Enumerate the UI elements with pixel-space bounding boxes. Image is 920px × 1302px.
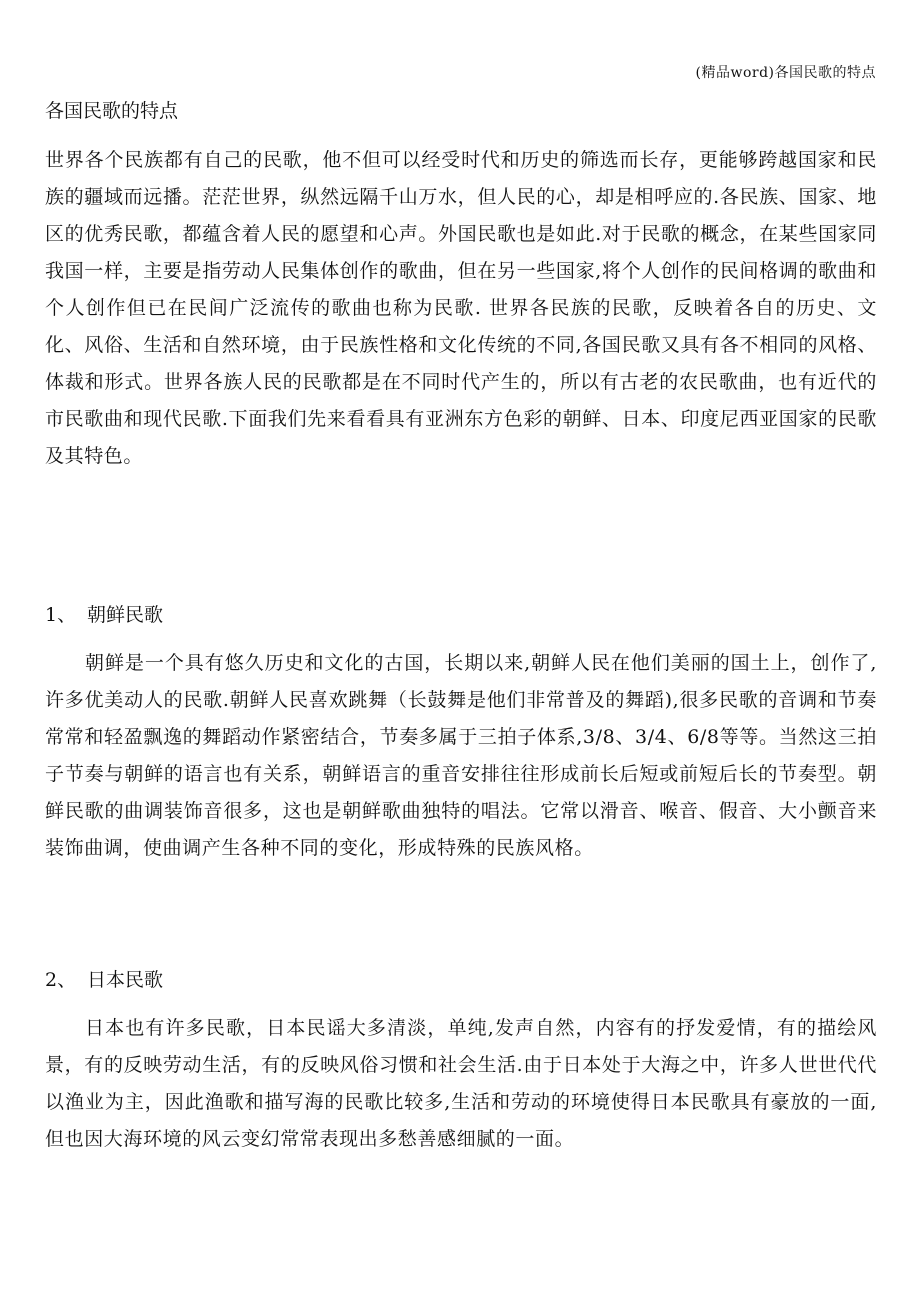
header-note: (精品word)各国民歌的特点 [695, 65, 876, 81]
section-title: 日本民歌 [87, 969, 164, 991]
intro-paragraph: 世界各个民族都有自己的民歌，他不但可以经受时代和历史的筛选而长存，更能够跨越国家和民族的疆域而远播。茫茫世界，纵然远隔千山万水，但人民的心，却是相呼应的.各民族、国家、地区的优秀民歌，都蕴含着人民的愿望和心声。外国民歌也是如此.对于民歌的概念，在某些国家同我国一样，主要是指劳动人民集体创作的歌曲，但在另一些国家,将个人创作的民间格调的歌曲和个人创作但已在民间广泛流传的歌曲也称为民歌. 世界各民族的民歌，反映着各自的历史、文化、风俗、生活和自然环境，由于民族性格和文化传统的不同,各国民歌又具有各不相同的风格、体裁和形式。世界各族人民的民歌都是在不同时代产生的，所以有古老的农民歌曲，也有近代的市民歌曲和现代民歌.下面我们先来看看具有亚洲东方色彩的朝鲜、日本、印度尼西亚国家的民歌及其特色。 [45, 149, 877, 467]
section-title: 朝鲜民歌 [87, 604, 164, 626]
section-number: 1、 [45, 604, 77, 626]
section-paragraph-japan: 日本也有许多民歌，日本民谣大多清淡，单纯,发声自然，内容有的抒发爱情，有的描绘风景，有的反映劳动生活，有的反映风俗习惯和社会生活.由于日本处于大海之中，许多人世世代代以渔业为主，因此渔歌和描写海的民歌比较多,生活和劳动的环境使得日本民歌具有豪放的一面,但也因大海环境的风云变幻常常表现出多愁善感细腻的一面。 [45, 1017, 877, 1150]
section-paragraph-korea: 朝鲜是一个具有悠久历史和文化的古国，长期以来,朝鲜人民在他们美丽的国土上，创作了,许多优美动人的民歌.朝鲜人民喜欢跳舞（长鼓舞是他们非常普及的舞蹈),很多民歌的音调和节奏常常和轻盈飘逸的舞蹈动作紧密结合，节奏多属于三拍子体系,3/8、3/4、6/8等等。当然这三拍子节奏与朝鲜的语言也有关系，朝鲜语言的重音安排往往形成前长后短或前短后长的节奏型。朝鲜民歌的曲调装饰音很多，这也是朝鲜歌曲独特的唱法。它常以滑音、喉音、假音、大小颤音来装饰曲调，使曲调产生各种不同的变化，形成特殊的民族风格。 [45, 652, 877, 859]
section-heading-korea [45, 600, 163, 630]
section-number: 2、 [45, 969, 77, 991]
section-heading-japan [45, 965, 163, 995]
document-title: 各国民歌的特点 [45, 100, 179, 122]
